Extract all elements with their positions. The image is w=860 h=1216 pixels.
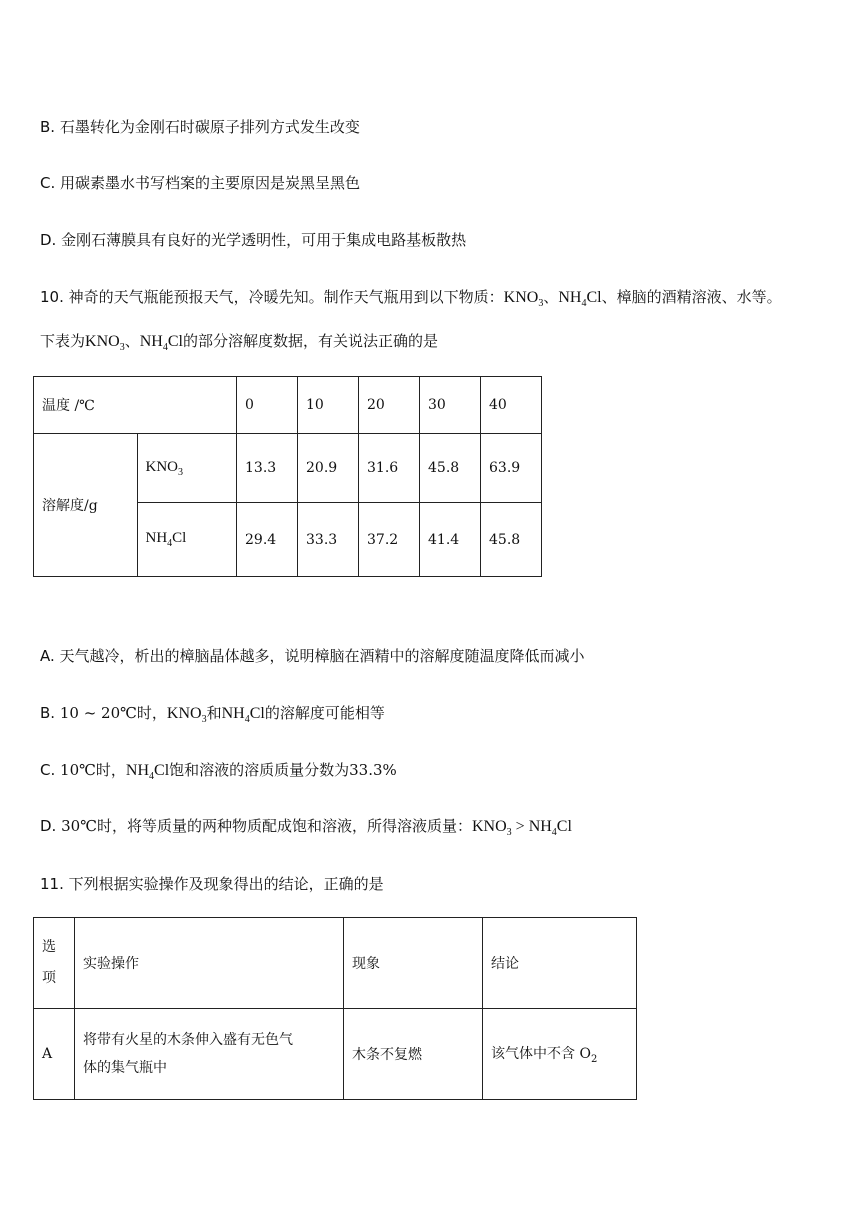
table-cell: 31.6 bbox=[359, 434, 420, 503]
row-operation: 将带有火星的木条伸入盛有无色气 体的集气瓶中 bbox=[75, 1009, 344, 1100]
option-letter: B. bbox=[40, 704, 56, 722]
nh4cl-label: $NH_4Cl$ bbox=[137, 503, 237, 577]
question-number: 11. bbox=[40, 875, 64, 893]
formula-kno3: $KNO_3$ bbox=[166, 705, 207, 725]
separator: 、 bbox=[543, 288, 559, 306]
header-phenomenon: 现象 bbox=[344, 918, 483, 1009]
formula-nh4cl: $NH_4Cl$ bbox=[221, 705, 265, 725]
table-cell: 33.3 bbox=[298, 503, 359, 577]
formula-nh4cl: $NH_4Cl$ bbox=[528, 818, 572, 838]
stem-text: 神奇的天气瓶能预报天气，冷暖先知。制作天气瓶用到以下物质： bbox=[68, 288, 504, 306]
table-cell: 10 bbox=[298, 377, 359, 434]
stem-text: 的部分溶解度数据，有关说法正确的是 bbox=[182, 332, 438, 350]
stem-text: 下表为 bbox=[40, 332, 86, 350]
q9-option-d bbox=[40, 229, 466, 251]
stem-text: 下列根据实验操作及现象得出的结论，正确的是 bbox=[68, 875, 384, 893]
table-row bbox=[34, 434, 542, 503]
option-letter: D. bbox=[40, 817, 57, 835]
row-phenomenon: 木条不复燃 bbox=[344, 1009, 483, 1100]
solubility-table bbox=[33, 376, 542, 577]
formula-kno3: $KNO_3$ bbox=[85, 333, 125, 353]
q11-stem bbox=[40, 873, 384, 895]
separator: 、 bbox=[124, 332, 140, 350]
q10-stem-line1 bbox=[40, 286, 782, 315]
kno3-label: $KNO_3$ bbox=[137, 434, 237, 503]
q10-option-b: B. 10 ~ 20℃时，$KNO_3$和$NH_4Cl$的溶解度可能相等 bbox=[40, 704, 385, 725]
option-text: 天气越冷，析出的樟脑晶体越多，说明樟脑在酒精中的溶解度随温度降低而减小 bbox=[59, 647, 585, 665]
experiment-table bbox=[33, 917, 637, 1100]
temp-header: 温度 /℃ bbox=[34, 377, 237, 434]
table-cell: 13.3 bbox=[237, 434, 298, 503]
option-letter: C. bbox=[40, 761, 56, 779]
option-text: 用碳素墨水书写档案的主要原因是炭黑呈黑色 bbox=[60, 174, 361, 192]
option-text: 10 ~ 20℃时， bbox=[59, 704, 167, 722]
table-cell: 20 bbox=[359, 377, 420, 434]
option-text: 金刚石薄膜具有良好的光学透明性，可用于集成电路基板散热 bbox=[61, 231, 467, 249]
table-cell: 45.8 bbox=[481, 503, 542, 577]
table-cell: 63.9 bbox=[481, 434, 542, 503]
solubility-label: 溶解度/g bbox=[34, 434, 138, 577]
table-row bbox=[34, 377, 542, 434]
stem-text-2: 、樟脑的酒精溶液、水等。 bbox=[601, 288, 782, 306]
option-letter: A. bbox=[40, 647, 55, 665]
formula-nh4cl: $NH_4Cl$ bbox=[125, 762, 170, 782]
formula-kno3: $KNO_3$ bbox=[471, 818, 512, 838]
table-row bbox=[34, 1009, 637, 1100]
formula-nh4cl: $NH_4Cl$ bbox=[139, 333, 183, 353]
option-text: 石墨转化为金刚石时碳原子排列方式发生改变 bbox=[59, 118, 360, 136]
table-cell: 41.4 bbox=[420, 503, 481, 577]
option-letter: C. bbox=[40, 174, 56, 192]
header-option: 选 项 bbox=[34, 918, 75, 1009]
table-row bbox=[34, 918, 637, 1009]
q9-option-b bbox=[40, 116, 360, 138]
table-cell: 30 bbox=[420, 377, 481, 434]
row-option: A bbox=[34, 1009, 75, 1100]
header-conclusion: 结论 bbox=[483, 918, 637, 1009]
table-cell: 0 bbox=[237, 377, 298, 434]
table-cell: 20.9 bbox=[298, 434, 359, 503]
header-operation: 实验操作 bbox=[75, 918, 344, 1009]
table-cell: 45.8 bbox=[420, 434, 481, 503]
row-conclusion: 该气体中不含 $O_2$ bbox=[483, 1009, 637, 1100]
table-cell: 40 bbox=[481, 377, 542, 434]
option-letter: D. bbox=[40, 231, 57, 249]
formula-kno3: $KNO_3$ bbox=[503, 289, 544, 309]
q9-option-c bbox=[40, 172, 360, 194]
option-text: 10℃时， bbox=[60, 761, 126, 779]
formula-nh4cl: $NH_4Cl$ bbox=[558, 289, 602, 309]
option-text: 30℃时，将等质量的两种物质配成饱和溶液，所得溶液质量： bbox=[61, 817, 472, 835]
table-cell: 29.4 bbox=[237, 503, 298, 577]
table-cell: 37.2 bbox=[359, 503, 420, 577]
q10-option-c: C. 10℃时，$NH_4Cl$饱和溶液的溶质质量分数为33.3% bbox=[40, 761, 397, 782]
q10-stem-line2 bbox=[40, 330, 438, 359]
q10-option-d: D. 30℃时，将等质量的两种物质配成饱和溶液，所得溶液质量：$KNO_3 > NH_4Cl$ bbox=[40, 817, 572, 838]
q10-option-a bbox=[40, 645, 585, 667]
question-number: 10. bbox=[40, 288, 64, 306]
option-letter: B. bbox=[40, 118, 56, 136]
